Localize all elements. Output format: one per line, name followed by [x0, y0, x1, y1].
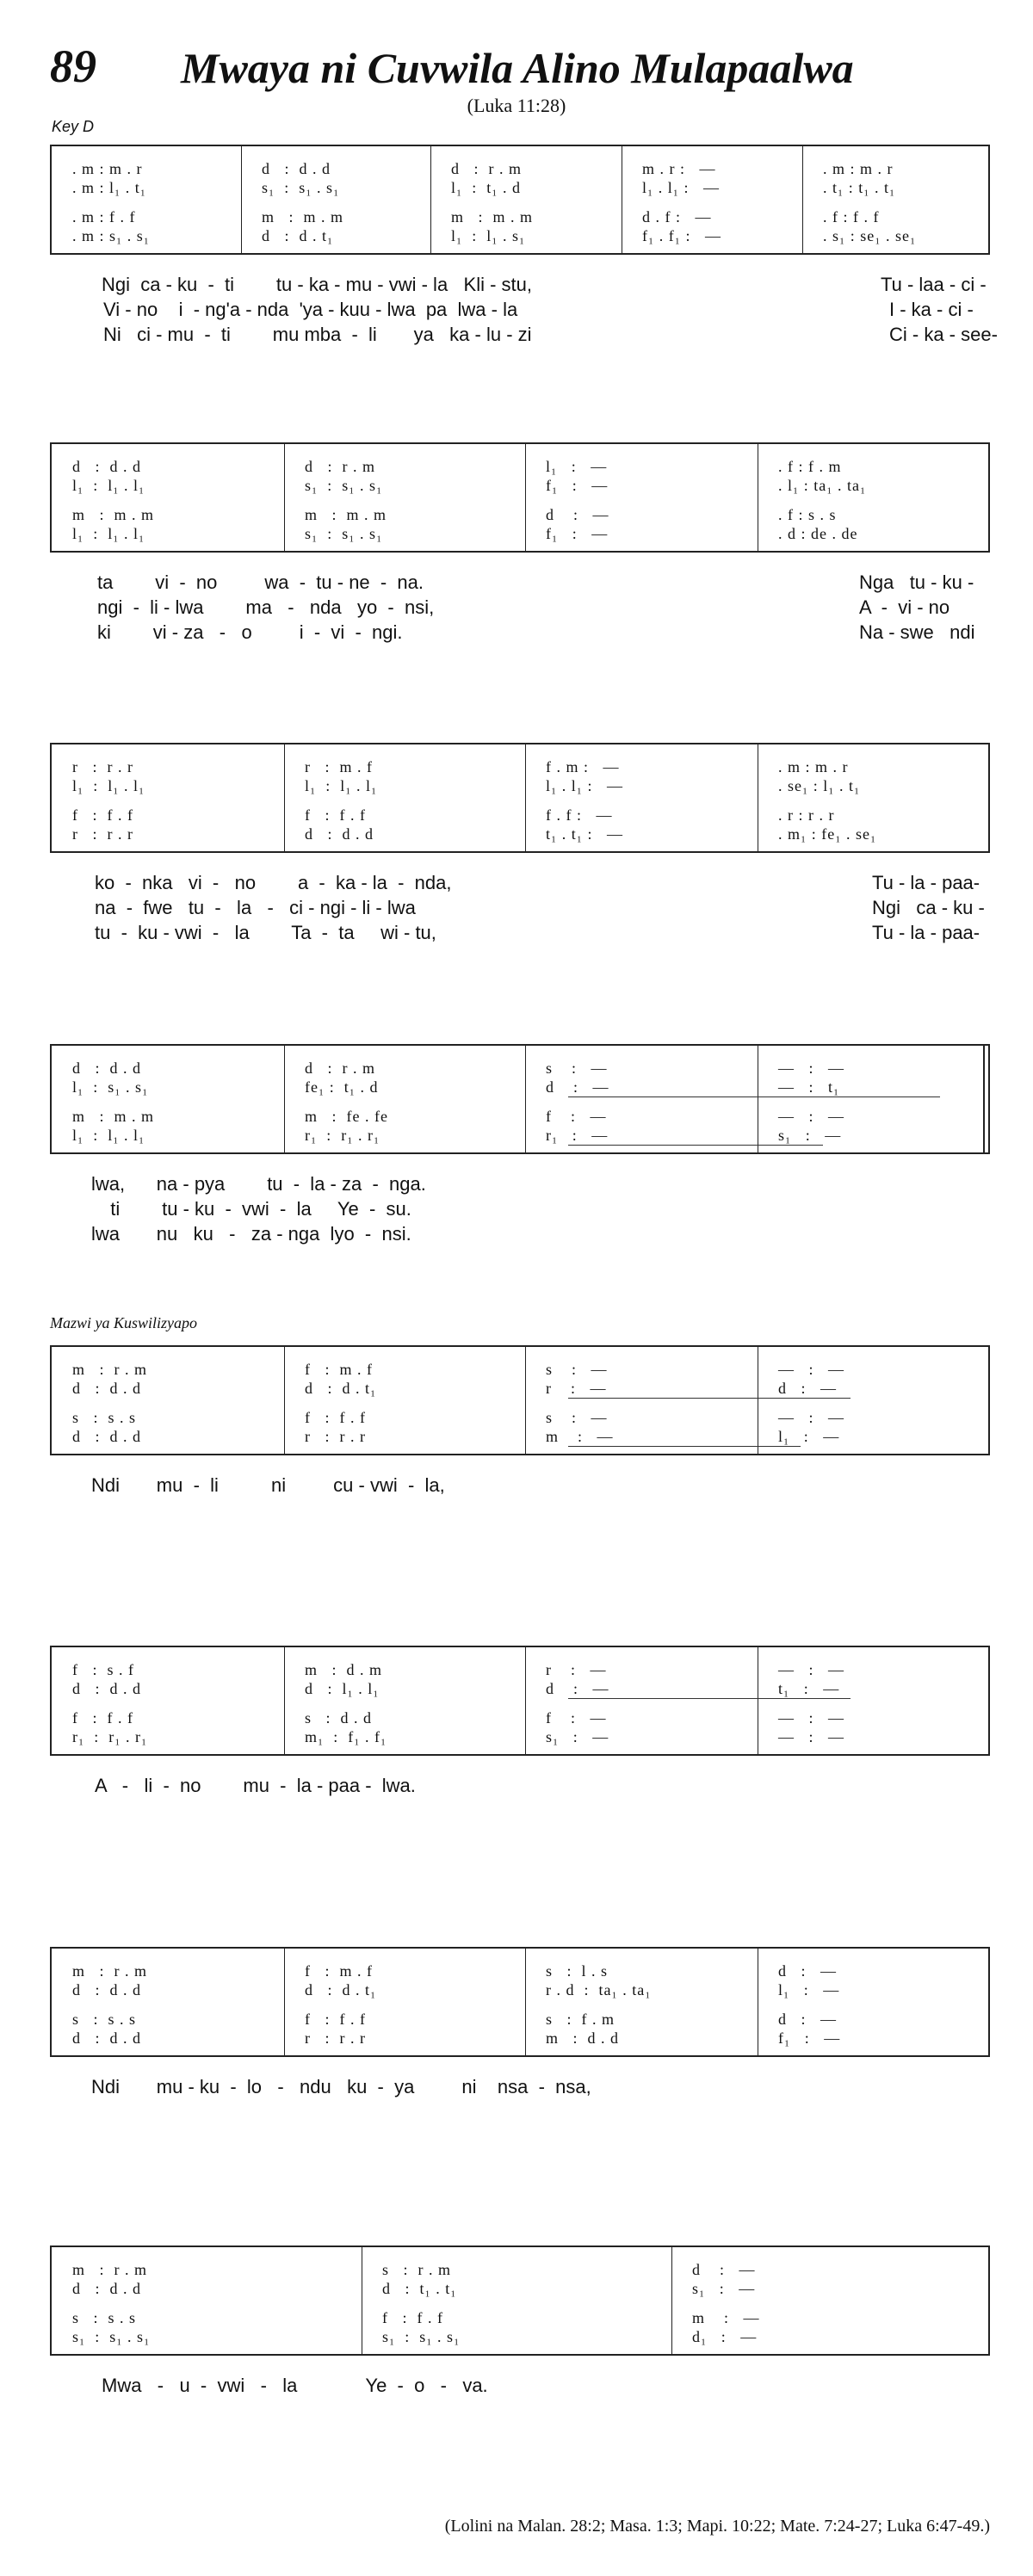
measure-notes: l₁ : l₁ . l₁ [72, 777, 145, 794]
measure-notes: l₁ . l₁ : — [546, 777, 624, 794]
measure-notes: r₁ : r₁ . r₁ [305, 1127, 380, 1144]
measure-notes: s : d . d [305, 1709, 373, 1727]
measure-notes: f₁ : — [546, 477, 609, 494]
measure-notes: d : d . d [305, 825, 374, 843]
footer-references: (Lolini na Malan. 28:2; Masa. 1:3; Mapi. 10:22; Mate. 7:24-27; Luka 6:47-49.) [444, 2517, 990, 2536]
measure-notes: d : d . t₁ [305, 1981, 377, 1998]
measure-notes: d : — [778, 1380, 838, 1397]
music-system [50, 1947, 990, 2057]
measure-notes: . se₁ : l₁ . t₁ [778, 777, 861, 794]
measure-notes: m : fe . fe [305, 1108, 388, 1125]
lyric-line: ko - nka vi - no a - ka - la - nda, [95, 872, 452, 893]
voice-part-row [52, 2261, 988, 2278]
measure-notes: . m : m . r [778, 758, 849, 775]
measure-notes: r : — [546, 1661, 607, 1678]
measure-notes: f : f . f [305, 806, 366, 824]
music-system [50, 442, 990, 553]
measure-notes: r₁ : — [546, 1127, 609, 1144]
measure-notes: — : — [778, 1108, 845, 1125]
measure-notes: d : d . d [72, 1680, 142, 1697]
voice-part-row [52, 2309, 988, 2326]
music-system [50, 1044, 990, 1154]
lyric-line: Vi - no i - ng'a - nda 'ya - kuu - lwa pa lwa - la [103, 299, 518, 320]
measure-notes: l₁ : s₁ . s₁ [72, 1078, 149, 1096]
voice-part-row [52, 2029, 988, 2047]
lyric-line: tu - ku - vwi - la Ta - ta wi - tu, [95, 922, 436, 943]
voice-part-row [52, 2328, 988, 2345]
measure-notes: — : — [778, 1661, 845, 1678]
measure-notes: s₁ : — [692, 2280, 756, 2297]
measure-notes: — : — [778, 1709, 845, 1727]
measure-notes: l₁ : — [546, 458, 608, 475]
lyric-line: Mwa - u - vwi - la Ye - o - va. [102, 2375, 488, 2396]
measure-notes: l₁ : l₁ . l₁ [72, 1127, 145, 1144]
voice-part-row [52, 477, 988, 494]
measure-notes: r₁ : r₁ . r₁ [72, 1728, 148, 1745]
voice-part-row [52, 758, 988, 775]
measure-notes: . m : s₁ . s₁ [72, 227, 151, 244]
measure-notes: . s₁ : se₁ . se₁ [823, 227, 917, 244]
measure-notes: d : d . d [72, 1380, 142, 1397]
measure-notes: s : s . s [72, 2011, 137, 2028]
measure-notes: m : m . m [72, 1108, 155, 1125]
measure-notes: s : s . s [72, 1409, 137, 1426]
measure-notes: d₁ : — [692, 2328, 758, 2345]
measure-notes: f : — [546, 1709, 607, 1727]
measure-notes: l₁ : l₁ . s₁ [451, 227, 526, 244]
measure-notes: t₁ : — [778, 1680, 840, 1697]
measure-notes: d : d . d [72, 1981, 142, 1998]
measure-notes: fe₁ : t₁ . d [305, 1078, 379, 1096]
music-system [50, 1345, 990, 1455]
measure-notes: . r : r . r [778, 806, 835, 824]
measure-notes: m : r . m [72, 2261, 147, 2278]
measure-notes: s : — [546, 1409, 608, 1426]
voice-part-row [52, 2011, 988, 2028]
measure-notes: d : r . m [451, 160, 522, 177]
lyric-line: na - fwe tu - la - ci - ngi - li - lwa [95, 897, 416, 918]
measure-notes: f : f . f [72, 1709, 133, 1727]
measure-notes: m₁ : f₁ . f₁ [305, 1728, 387, 1745]
measure-notes: s₁ : s₁ . s₁ [305, 525, 383, 542]
measure-notes: s₁ : — [778, 1127, 842, 1144]
section-label: Mazwi ya Kuswilizyapo [50, 1314, 198, 1331]
music-system [50, 743, 990, 853]
measure-notes: r : m . f [305, 758, 373, 775]
measure-notes: d : d . d [262, 160, 331, 177]
measure-notes: f : — [546, 1108, 607, 1125]
voice-part-row [52, 525, 988, 542]
measure-notes: l₁ . l₁ : — [642, 179, 721, 196]
voice-part-row [52, 777, 988, 794]
song-title: Mwaya ni Cuvwila Alino Mulapaalwa [181, 44, 854, 92]
voice-part-row [52, 1078, 988, 1096]
music-system [50, 2246, 990, 2356]
measure-notes: d : r . m [305, 458, 375, 475]
measure-notes: l₁ : l₁ . l₁ [72, 525, 145, 542]
voice-part-row [52, 1127, 988, 1144]
measure-notes: d . f : — [642, 208, 712, 225]
measure-notes: f : m . f [305, 1962, 373, 1980]
measure-notes: . m₁ : fe₁ . se₁ [778, 825, 877, 843]
measure-notes: m : m . m [305, 506, 387, 523]
lyric-line: Tu - laa - ci - [881, 274, 987, 295]
measure-notes: r . d : ta₁ . ta₁ [546, 1981, 652, 1998]
measure-notes: d : d . d [72, 1428, 142, 1445]
measure-notes: r : r . r [305, 2029, 366, 2047]
measure-notes: f : s . f [72, 1661, 134, 1678]
measure-notes: m : r . m [72, 1962, 147, 1980]
voice-part-row [52, 1361, 988, 1378]
measure-notes: m : m . m [451, 208, 534, 225]
measure-notes: d : — [546, 1078, 609, 1096]
measure-notes: s : — [546, 1361, 608, 1378]
lyric-line: A - vi - no [859, 596, 950, 618]
measure-notes: d : — [778, 2011, 838, 2028]
voice-part-row [52, 227, 988, 244]
measure-notes: m : — [546, 1428, 614, 1445]
measure-notes: d : — [692, 2261, 756, 2278]
lyric-line: Ngi ca - ku - [872, 897, 985, 918]
measure-notes: . m : f . f [72, 208, 136, 225]
measure-notes: s₁ : — [546, 1728, 609, 1745]
measure-notes: d : d . d [72, 1059, 142, 1077]
lyric-line: Nga tu - ku - [859, 571, 974, 593]
lyric-line: I - ka - ci - [889, 299, 974, 320]
tie-line [568, 1698, 851, 1699]
measure-notes: s : — [546, 1059, 608, 1077]
voice-part-row [52, 1428, 988, 1445]
measure-notes: r : r . r [305, 1428, 366, 1445]
voice-part-row [52, 179, 988, 196]
voice-part-row [52, 1709, 988, 1727]
lyric-line: Ndi mu - li ni cu - vwi - la, [91, 1474, 445, 1496]
measure-notes: t₁ . t₁ : — [546, 825, 624, 843]
lyric-line: Tu - la - paa- [872, 922, 980, 943]
measure-notes: m : r . m [72, 1361, 147, 1378]
measure-notes: d : d . d [72, 458, 142, 475]
measure-notes: f : f . f [72, 806, 133, 824]
measure-notes: . l₁ : ta₁ . ta₁ [778, 477, 867, 494]
measure-notes: m : d . d [546, 2029, 620, 2047]
measure-notes: f : f . f [305, 1409, 366, 1426]
measure-notes: — : — [778, 1361, 845, 1378]
measure-notes: . f : f . m [778, 458, 842, 475]
measure-notes: f : f . f [382, 2309, 443, 2326]
measure-notes: s₁ : s₁ . s₁ [72, 2328, 151, 2345]
voice-part-row [52, 1409, 988, 1426]
measure-notes: d : — [546, 506, 609, 523]
lyric-line: A - li - no mu - la - paa - lwa. [95, 1775, 416, 1796]
scripture-reference: (Luka 11:28) [467, 95, 566, 116]
measure-notes: . f : s . s [778, 506, 837, 523]
measure-notes: s : f . m [546, 2011, 615, 2028]
voice-part-row [52, 160, 988, 177]
tie-line [568, 1398, 851, 1399]
measure-notes: d : d . t₁ [262, 227, 334, 244]
measure-notes: l₁ : — [778, 1981, 840, 1998]
voice-part-row [52, 1661, 988, 1678]
measure-notes: l₁ : t₁ . d [451, 179, 522, 196]
measure-notes: m . r : — [642, 160, 716, 177]
measure-notes: d : l₁ . l₁ [305, 1680, 380, 1697]
key-signature: Key D [52, 118, 95, 135]
lyric-line: Ni ci - mu - ti mu mba - li ya ka - lu - zi [103, 324, 532, 345]
measure-notes: s : s . s [72, 2309, 137, 2326]
lyric-line: ta vi - no wa - tu - ne - na. [97, 571, 424, 593]
voice-part-row [52, 1108, 988, 1125]
measure-notes: m : m . m [72, 506, 155, 523]
voice-part-row [52, 1962, 988, 1980]
voice-part-row [52, 1380, 988, 1397]
measure-notes: l₁ : l₁ . l₁ [72, 477, 145, 494]
measure-notes: . d : de . de [778, 525, 858, 542]
measure-notes: d : — [778, 1962, 838, 1980]
measure-notes: f₁ : — [778, 2029, 841, 2047]
measure-notes: s₁ : s₁ . s₁ [382, 2328, 461, 2345]
lyric-line: Tu - la - paa- [872, 872, 980, 893]
measure-notes: — : — [778, 1059, 845, 1077]
measure-notes: d : d . d [72, 2280, 142, 2297]
measure-notes: f₁ . f₁ : — [642, 227, 722, 244]
measure-notes: s₁ : s₁ . s₁ [305, 477, 383, 494]
lyric-line: ngi - li - lwa ma - nda yo - nsi, [97, 596, 435, 618]
measure-notes: r : r . r [72, 758, 133, 775]
voice-part-row [52, 1728, 988, 1745]
lyric-line: Na - swe ndi [859, 621, 975, 643]
measure-notes: — : — [778, 1728, 845, 1745]
lyric-line: Ndi mu - ku - lo - ndu ku - ya ni nsa - nsa, [91, 2076, 591, 2097]
measure-notes: s : l . s [546, 1962, 609, 1980]
measure-notes: f . f : — [546, 806, 613, 824]
measure-notes: d : d . t₁ [305, 1380, 377, 1397]
tie-line [568, 1446, 801, 1447]
voice-part-row [52, 806, 988, 824]
measure-notes: f . m : — [546, 758, 620, 775]
measure-notes: . m : m . r [72, 160, 143, 177]
measure-notes: . f : f . f [823, 208, 880, 225]
lyric-line: lwa, na - pya tu - la - za - nga. [91, 1173, 426, 1195]
measure-notes: r : r . r [72, 825, 133, 843]
lyric-line: ki vi - za - o i - vi - ngi. [97, 621, 403, 643]
voice-part-row [52, 825, 988, 843]
lyric-line: lwa nu ku - za - nga lyo - nsi. [91, 1223, 411, 1245]
measure-notes: d : r . m [305, 1059, 375, 1077]
measure-notes: — : t₁ [778, 1078, 840, 1096]
measure-notes: d : — [546, 1680, 609, 1697]
measure-notes: f₁ : — [546, 525, 609, 542]
measure-notes: f : f . f [305, 2011, 366, 2028]
measure-notes: s₁ : s₁ . s₁ [262, 179, 340, 196]
measure-notes: . t₁ : t₁ . t₁ [823, 179, 896, 196]
measure-notes: — : — [778, 1409, 845, 1426]
measure-notes: f : m . f [305, 1361, 373, 1378]
measure-notes: . m : m . r [823, 160, 894, 177]
measure-notes: s : r . m [382, 2261, 452, 2278]
voice-part-row [52, 1680, 988, 1697]
voice-part-row [52, 2280, 988, 2297]
measure-notes: d : d . d [72, 2029, 142, 2047]
music-system [50, 1646, 990, 1756]
tie-line [568, 1145, 823, 1146]
measure-notes: . m : l₁ . t₁ [72, 179, 147, 196]
voice-part-row [52, 1059, 988, 1077]
measure-notes: m : m . m [262, 208, 344, 225]
tie-line [568, 1096, 940, 1097]
music-system [50, 145, 990, 255]
voice-part-row [52, 458, 988, 475]
lyric-line: ti tu - ku - vwi - la Ye - su. [100, 1198, 411, 1220]
measure-notes: m : — [692, 2309, 760, 2326]
voice-part-row [52, 506, 988, 523]
measure-notes: m : d . m [305, 1661, 383, 1678]
measure-notes: l₁ : — [778, 1428, 840, 1445]
measure-notes: l₁ : l₁ . l₁ [305, 777, 378, 794]
lyric-line: Ngi ca - ku - ti tu - ka - mu - vwi - la Kli - stu, [102, 274, 532, 295]
lyric-line: Ci - ka - see- [889, 324, 998, 345]
measure-notes: r : — [546, 1380, 607, 1397]
measure-notes: d : t₁ . t₁ [382, 2280, 457, 2297]
voice-part-row [52, 1981, 988, 1998]
voice-part-row [52, 208, 988, 225]
song-number: 89 [50, 40, 96, 92]
